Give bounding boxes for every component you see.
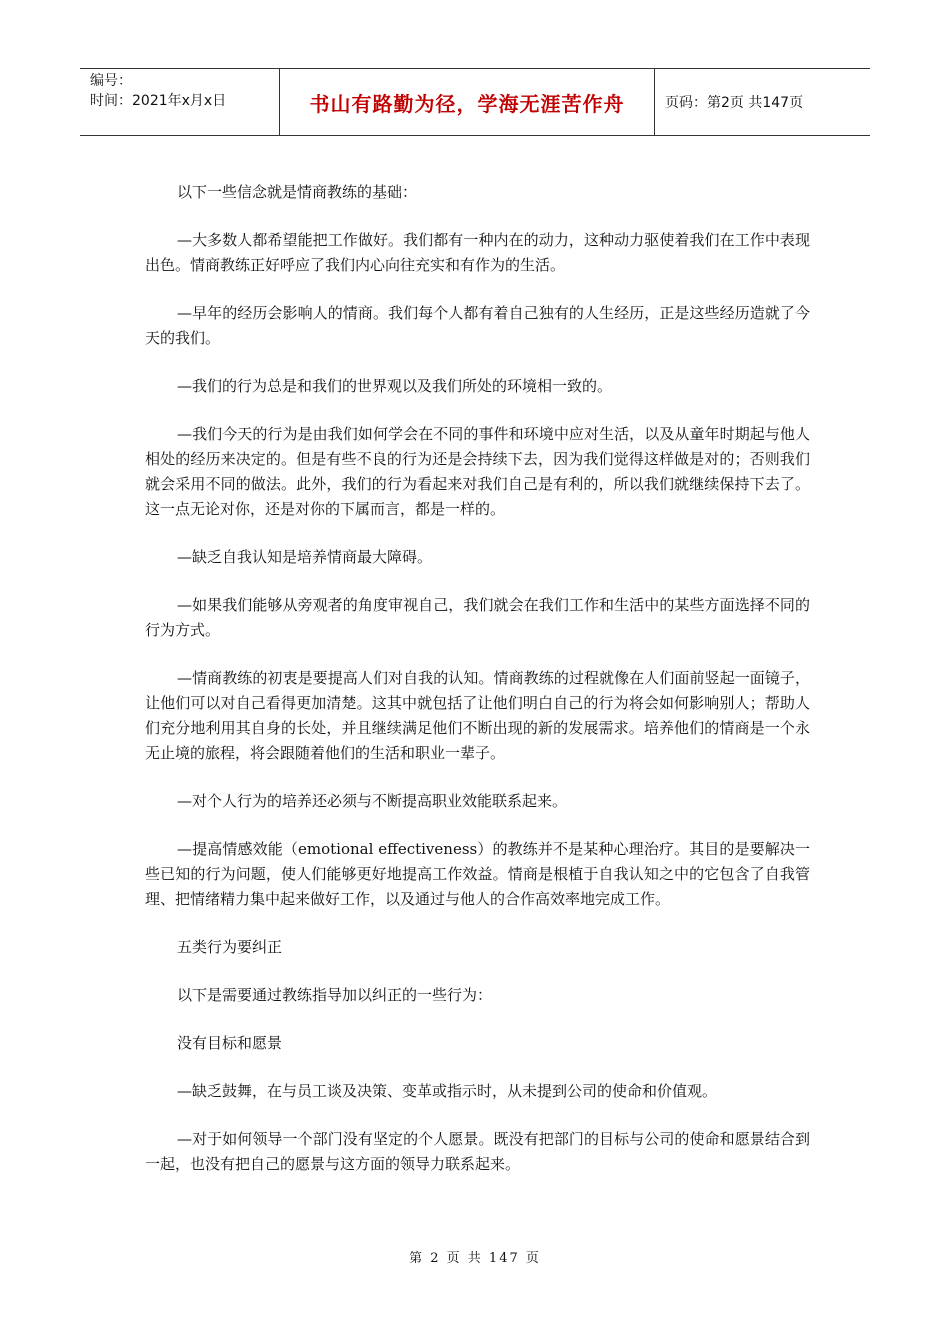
header-meta [80,69,280,135]
paragraph: 以下是需要通过教练指导加以纠正的一些行为： [177,986,493,1004]
page-footer [0,1247,950,1266]
paragraph: —情商教练的初衷是要提高人们对自我的认知。情商教练的过程就像在人们面前竖起一面镜子，让他们可以对自己看得更加清楚。这其中就包括了让他们明白自己的行为将会如何影响别人；帮助人们充分地利用其自身的长处，并且继续满足他们不断出现的新的发展需求。培养他们的情商是一个永无止境的旅程，将会跟随着他们的生活和职业一辈子。 [145,669,810,762]
paragraph: —我们今天的行为是由我们如何学会在不同的事件和环境中应对生活，以及从童年时期起与他人相处的经历来决定的。但是有些不良的行为还是会持续下去，因为我们觉得这样做是对的；否则我们就会采用不同的做法。此外，我们的行为看起来对我们自己是有利的，所以我们就继续保持下去了。这一点无论对你，还是对你的下属而言，都是一样的。 [145,425,810,518]
motto-text: 书山有路勤为径，学海无涯苦作舟 [309,91,625,116]
paragraph: —如果我们能够从旁观者的角度审视自己，我们就会在我们工作和生活中的某些方面选择不同的行为方式。 [145,596,810,639]
header-motto-cell [280,69,655,135]
section-heading: 五类行为要纠正 [177,938,283,956]
paragraph: —对个人行为的培养还必须与不断提高职业效能联系起来。 [177,792,568,810]
paragraph: —缺乏自我认知是培养情商最大障碍。 [177,548,433,566]
subsection-heading: 没有目标和愿景 [177,1034,283,1052]
header-page-code [655,69,870,135]
number-label: 编号： [90,73,132,89]
footer-page-number: 第 2 页 共 147 页 [409,1251,541,1266]
page-code-text: 页码：第2页 共147页 [665,95,804,111]
paragraph: 以下一些信念就是情商教练的基础： [177,183,418,201]
paragraph: —缺乏鼓舞，在与员工谈及决策、变革或指示时，从未提到公司的使命和价值观。 [177,1082,718,1100]
paragraph: —早年的经历会影响人的情商。我们每个人都有着自己独有的人生经历，正是这些经历造就了今天的我们。 [145,304,810,347]
paragraph: —提高情感效能（emotional effectiveness）的教练并不是某种心理治疗。其目的是要解决一些已知的行为问题，使人们能够更好地提高工作效益。情商是根植于自我认知之中的它包含了自我管理、把情绪精力集中起来做好工作，以及通过与他人的合作高效率地完成工作。 [145,840,810,908]
time-label: 时间：2021年x月x日 [90,93,227,109]
paragraph: —我们的行为总是和我们的世界观以及我们所处的环境相一致的。 [177,377,613,395]
document-header [80,68,870,136]
document-body [145,180,810,1200]
paragraph: —对于如何领导一个部门没有坚定的个人愿景。既没有把部门的目标与公司的使命和愿景结合到一起，也没有把自己的愿景与这方面的领导力联系起来。 [145,1130,810,1173]
paragraph: —大多数人都希望能把工作做好。我们都有一种内在的动力，这种动力驱使着我们在工作中表现出色。情商教练正好呼应了我们内心向往充实和有作为的生活。 [145,231,810,274]
